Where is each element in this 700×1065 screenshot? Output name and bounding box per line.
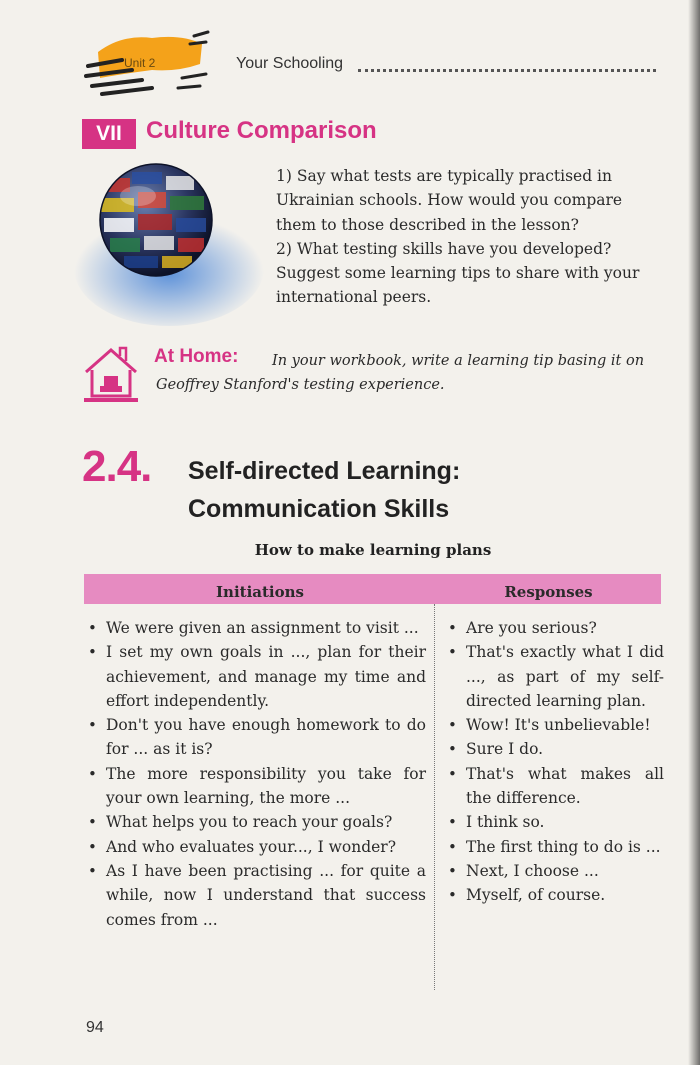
section-number-badge: VII [82,119,136,149]
at-home-text: In your workbook, write a learning tip basing it on Geoffrey Stanford's testing experience. [156,353,645,393]
list-item: • The first thing to do is ... [446,835,664,859]
globe-icon [74,158,274,328]
list-item: • I think so. [446,810,664,834]
question-2: 2) What testing skills have you developed? Suggest some learning tips to share with your international peers. [276,239,640,307]
list-item: • Wow! It's unbelievable! [446,713,664,737]
list-item: • The more responsibility you take for your own learning, the more ... [86,762,426,811]
list-item: • Are you serious? [446,616,664,640]
list-item: • We were given an assignment to visit ... [86,616,426,640]
table-header [84,574,661,604]
list-item: • What helps you to reach your goals? [86,810,426,834]
column-header-responses: Responses [504,583,593,601]
list-item: • Next, I choose ... [446,859,664,883]
list-item: • Myself, of course. [446,883,664,907]
lesson-title-line-1: Self-directed Learning: [188,457,461,485]
section-questions [276,164,666,310]
lesson-subheading: How to make learning plans [254,541,492,559]
question-1: 1) Say what tests are typically practised in Ukrainian schools. How would you compare them to those described in the lesson? [276,167,623,234]
section-title: Culture Comparison [146,117,377,144]
list-item: • As I have been practising ... for quite a while, now I understand that success comes from ... [86,859,426,932]
list-item: • That's what makes all the difference. [446,762,664,811]
lesson-title [188,452,460,528]
lesson-title-line-2: Communication Skills [188,495,450,523]
responses-list [446,616,664,908]
column-header-initiations: Initiations [216,583,304,601]
page-number: 94 [86,1019,104,1036]
house-icon [80,344,142,404]
initiations-list [86,616,426,932]
header-title: Your Schooling [236,55,344,72]
unit-label: Unit 2 [124,56,156,70]
list-item: • That's exactly what I did ..., as part of my self-directed learning plan. [446,640,664,713]
list-item: • Don't you have enough homework to do for ... as it is? [86,713,426,762]
list-item: • I set my own goals in ..., plan for their achievement, and manage my time and effort independently. [86,640,426,713]
at-home-label: At Home: [154,346,239,367]
header-leader-dots [358,61,656,72]
page-edge-shadow [688,0,700,1065]
column-divider [434,604,435,990]
list-item: • Sure I do. [446,737,664,761]
list-item: • And who evaluates your..., I wonder? [86,835,426,859]
lesson-number: 2.4. [82,442,152,491]
